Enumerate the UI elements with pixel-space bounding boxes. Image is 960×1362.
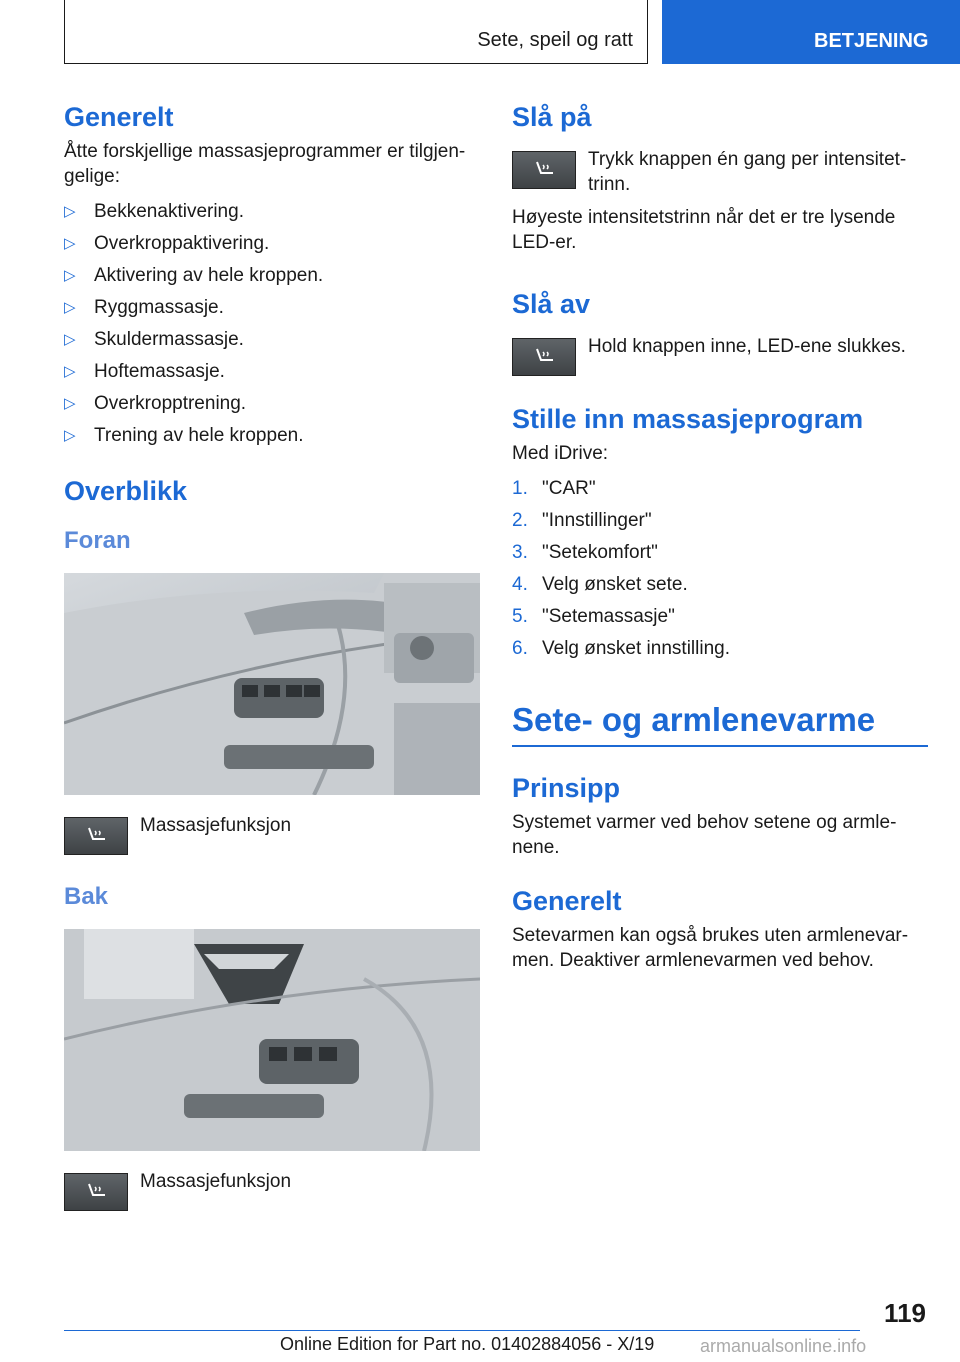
triangle-bullet-icon: ▷ — [64, 363, 76, 380]
rear-heading: Bak — [64, 883, 109, 910]
seat-heating-heading: Sete- og armlenevarme — [512, 701, 928, 747]
rear-massage-row — [64, 1169, 480, 1209]
list-item: 3. "Setekomfort" — [512, 542, 658, 563]
switch-on-note: Høyeste intensitetstrinn når det er tre lysende LED-er. — [512, 207, 896, 253]
rear-door-photo — [64, 929, 480, 1151]
list-item: ▷ Trening av hele kroppen. — [64, 425, 304, 446]
header-frame — [64, 0, 648, 64]
massage-button-icon — [64, 1173, 128, 1211]
massage-button-icon — [64, 817, 128, 855]
list-item: ▷ Skuldermassasje. — [64, 329, 244, 350]
front-massage-row — [64, 813, 480, 853]
principle-heading: Prinsipp — [512, 773, 621, 803]
triangle-bullet-icon: ▷ — [64, 203, 76, 220]
header-chapter-label: BETJENING — [814, 30, 929, 52]
footer-watermark: armanualsonline.info — [700, 1336, 867, 1356]
program-intro: Med iDrive: — [512, 443, 609, 464]
list-item: ▷ Overkroppaktivering. — [64, 233, 270, 254]
list-item: ▷ Aktivering av hele kroppen. — [64, 265, 324, 286]
general-text: Åtte forskjellige massasjeprogrammer er tilgjen-gelige: — [64, 141, 466, 187]
switch-on-row — [512, 147, 928, 197]
front-caption: Massasjefunksjon — [140, 815, 292, 836]
triangle-bullet-icon: ▷ — [64, 331, 76, 348]
program-steps — [512, 476, 928, 661]
massage-button-icon — [512, 338, 576, 376]
principle-text: Systemet varmer ved behov setene og armle-nene. — [512, 812, 897, 858]
left-column — [64, 100, 480, 1209]
switch-on-text: Trykk knappen én gang per intensitet-trinn. — [588, 149, 907, 195]
footer-divider — [64, 1330, 860, 1331]
list-item: ▷ Hoftemassasje. — [64, 361, 225, 382]
list-item: 4. Velg ønsket sete. — [512, 574, 688, 595]
triangle-bullet-icon: ▷ — [64, 235, 76, 252]
list-item: 5. "Setemassasje" — [512, 606, 675, 627]
switch-off-heading: Slå av — [512, 289, 591, 319]
switch-on-heading: Slå på — [512, 102, 592, 132]
triangle-bullet-icon: ▷ — [64, 267, 76, 284]
header-section-title: Sete, speil og ratt — [477, 29, 633, 51]
list-item: ▷ Ryggmassasje. — [64, 297, 224, 318]
header-chapter-tab — [662, 0, 960, 64]
switch-off-text: Hold knappen inne, LED-ene slukkes. — [588, 336, 906, 357]
list-item: ▷ Bekkenaktivering. — [64, 201, 244, 222]
general2-text: Setevarmen kan også brukes uten armlenevar-men. Deaktiver armlenevarmen ved behov. — [512, 925, 909, 971]
list-item: ▷ Overkropptrening. — [64, 393, 247, 414]
list-item: 1. "CAR" — [512, 478, 596, 499]
program-heading: Stille inn massasjeprogram — [512, 404, 864, 434]
page-number: 119 — [884, 1298, 926, 1328]
footer-edition: Online Edition for Part no. 01402884056 - X/19 — [280, 1334, 655, 1354]
right-column — [512, 100, 928, 973]
program-list — [64, 199, 480, 448]
general-heading: Generelt — [64, 102, 174, 132]
overview-heading: Overblikk — [64, 476, 188, 506]
triangle-bullet-icon: ▷ — [64, 395, 76, 412]
rear-door-illustration — [64, 929, 480, 1151]
general2-heading: Generelt — [512, 886, 622, 916]
triangle-bullet-icon: ▷ — [64, 427, 76, 444]
front-door-illustration — [64, 573, 480, 795]
list-item: 2. "Innstillinger" — [512, 510, 652, 531]
rear-caption: Massasjefunksjon — [140, 1171, 292, 1192]
front-heading: Foran — [64, 527, 131, 554]
triangle-bullet-icon: ▷ — [64, 299, 76, 316]
massage-button-icon — [512, 151, 576, 189]
list-item: 6. Velg ønsket innstilling. — [512, 638, 730, 659]
switch-off-row — [512, 334, 928, 374]
front-door-photo — [64, 573, 480, 795]
